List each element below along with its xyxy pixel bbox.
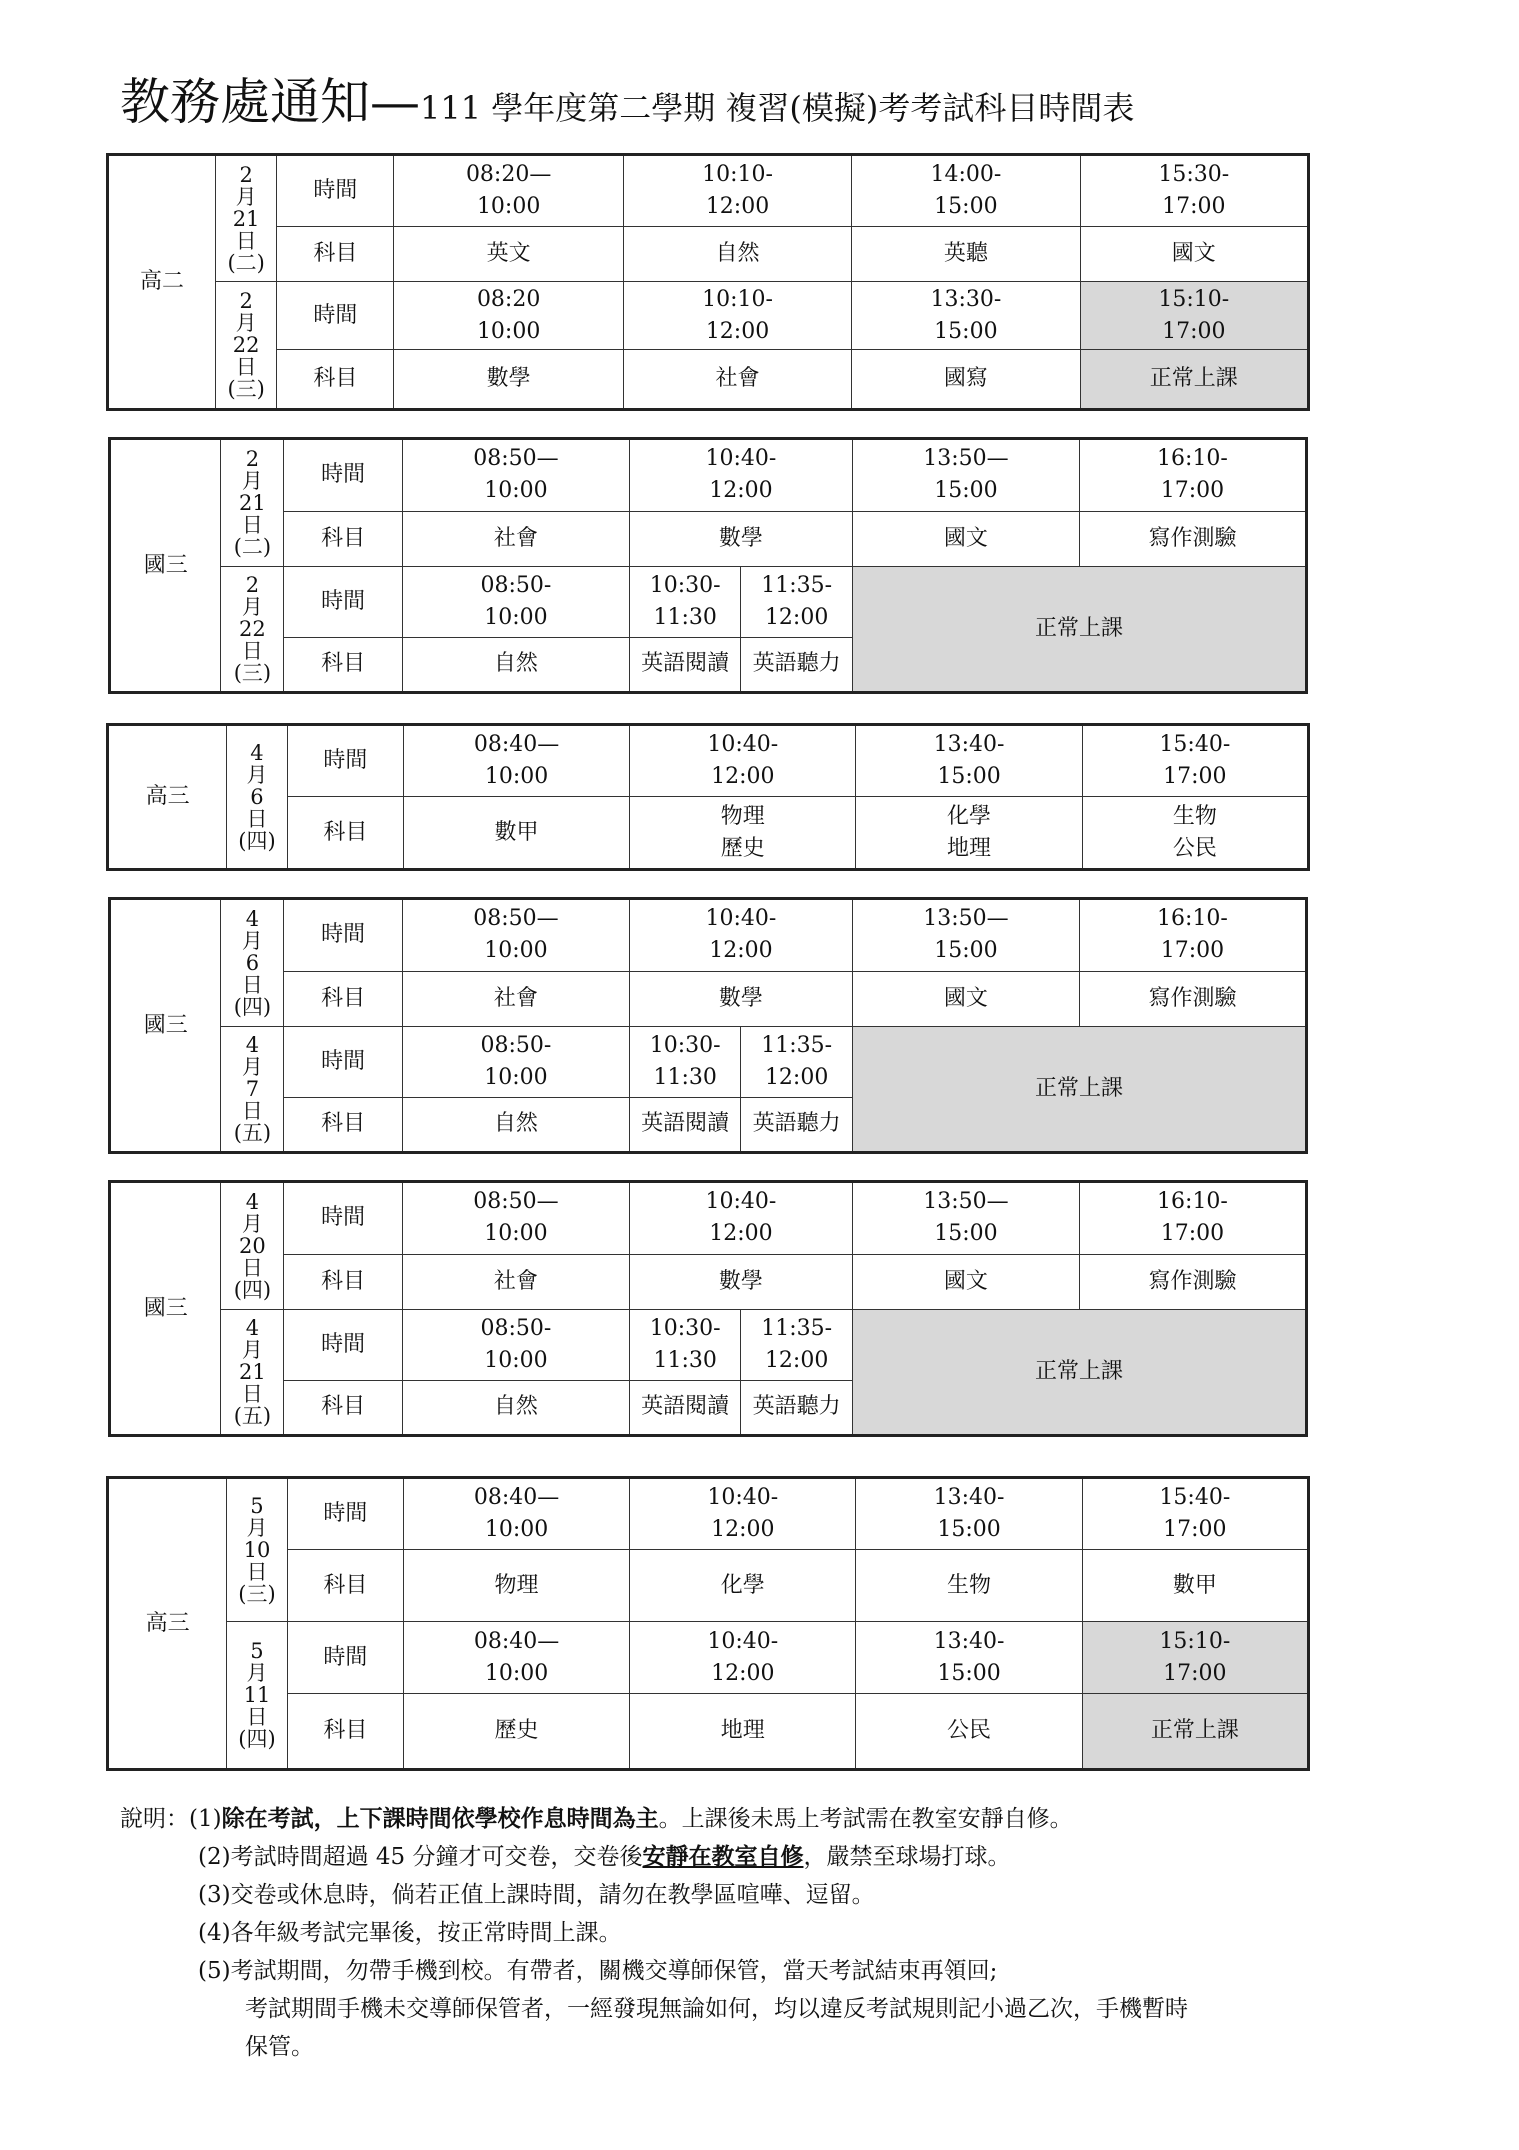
- time-cell: 10:40- 12:00: [629, 439, 852, 512]
- subject-label: 科目: [277, 350, 394, 410]
- schedule-block-5: [108, 1180, 1308, 1437]
- time-cell: 08:40— 10:00: [403, 1478, 629, 1550]
- grade-cell: 高三: [108, 725, 227, 870]
- time-cell: 10:40- 12:00: [629, 1182, 852, 1255]
- time-cell: 15:10- 17:00: [1080, 282, 1308, 350]
- note-4: (4)各年級考試完畢後，按正常時間上課。: [198, 1920, 622, 1946]
- subject-cell: 英語聽力: [741, 1097, 852, 1152]
- time-cell: 11:35- 12:00: [741, 1309, 852, 1380]
- subject-cell: 社會: [623, 350, 851, 410]
- normal-class-cell: 正常上課: [852, 1309, 1306, 1435]
- time-cell: 15:30- 17:00: [1080, 155, 1308, 227]
- subject-cell: 數學: [629, 971, 852, 1026]
- time-cell: 15:10- 17:00: [1082, 1622, 1308, 1694]
- time-cell: 08:50— 10:00: [402, 1182, 629, 1255]
- time-cell: 08:50- 10:00: [402, 566, 629, 637]
- subject-label: 科目: [287, 797, 403, 870]
- time-cell: 08:50- 10:00: [402, 1309, 629, 1380]
- time-cell: 08:40— 10:00: [403, 725, 629, 797]
- subject-cell: 化學 地理: [856, 797, 1082, 870]
- subject-cell: 社會: [402, 971, 629, 1026]
- time-cell: 08:50- 10:00: [402, 1026, 629, 1097]
- subject-cell: 英聽: [852, 227, 1080, 282]
- note-3: (3)交卷或休息時，倘若正值上課時間，請勿在教學區喧嘩、逗留。: [198, 1882, 875, 1908]
- subject-cell: 國寫: [852, 350, 1080, 410]
- time-cell: 13:50— 15:00: [852, 899, 1079, 972]
- subject-label: 科目: [284, 511, 403, 566]
- date-cell: 2 月 21 日 (二): [216, 155, 277, 282]
- subject-label: 科目: [277, 227, 394, 282]
- subject-cell: 社會: [402, 1254, 629, 1309]
- schedule-block-2: [108, 437, 1308, 694]
- time-label: 時間: [284, 566, 403, 637]
- subject-cell: 寫作測驗: [1079, 1254, 1306, 1309]
- subject-cell: 英語閱讀: [629, 637, 740, 692]
- subject-cell: 國文: [1080, 227, 1308, 282]
- time-cell: 11:35- 12:00: [741, 1026, 852, 1097]
- page-title: [120, 62, 1134, 134]
- time-cell: 10:40- 12:00: [630, 1622, 856, 1694]
- subject-label: 科目: [284, 1097, 403, 1152]
- title-main: 教務處通知—: [120, 73, 420, 131]
- subject-label: 科目: [284, 1380, 403, 1435]
- subject-cell: 英文: [394, 227, 623, 282]
- time-cell: 13:30- 15:00: [852, 282, 1080, 350]
- note-5: (5)考試期間，勿帶手機到校。有帶者，關機交導師保管，當天考試結束再領回;: [198, 1958, 998, 1984]
- time-label: 時間: [277, 282, 394, 350]
- time-cell: 10:40- 12:00: [629, 899, 852, 972]
- date-cell: 2 月 22 日 (三): [216, 282, 277, 410]
- subject-cell: 寫作測驗: [1079, 971, 1306, 1026]
- time-cell: 08:50— 10:00: [402, 439, 629, 512]
- subject-label: 科目: [284, 1254, 403, 1309]
- time-cell: 14:00- 15:00: [852, 155, 1080, 227]
- subject-cell: 數甲: [403, 797, 629, 870]
- date-cell: 4 月 21 日 (五): [221, 1309, 284, 1435]
- grade-cell: 高二: [108, 155, 216, 410]
- title-sub: 111 學年度第二學期 複習(模擬)考考試科目時間表: [420, 89, 1135, 127]
- time-label: 時間: [287, 725, 403, 797]
- subject-cell: 社會: [402, 511, 629, 566]
- note-1: 說明：(1)除在考試，上下課時間依學校作息時間為主。上課後未馬上考試需在教室安靜自修。: [120, 1805, 1073, 1832]
- time-cell: 10:40- 12:00: [630, 725, 856, 797]
- grade-cell: 國三: [110, 1182, 221, 1436]
- subject-cell: 國文: [852, 511, 1079, 566]
- normal-class-cell: 正常上課: [1080, 350, 1308, 410]
- time-cell: 16:10- 17:00: [1079, 1182, 1306, 1255]
- subject-cell: 英語閱讀: [629, 1097, 740, 1152]
- time-cell: 11:35- 12:00: [741, 566, 852, 637]
- subject-cell: 地理: [630, 1694, 856, 1770]
- time-label: 時間: [284, 899, 403, 972]
- subject-cell: 歷史: [403, 1694, 629, 1770]
- grade-cell: 國三: [110, 899, 221, 1153]
- time-cell: 15:40- 17:00: [1082, 1478, 1308, 1550]
- subject-cell: 數學: [394, 350, 623, 410]
- time-cell: 13:50— 15:00: [852, 439, 1079, 512]
- date-cell: 4 月 7 日 (五): [221, 1026, 284, 1152]
- notes-section: [120, 1800, 1188, 2066]
- subject-cell: 自然: [402, 1097, 629, 1152]
- subject-cell: 物理: [403, 1550, 629, 1622]
- note-5-end: 保管。: [245, 2034, 314, 2060]
- time-label: 時間: [284, 1309, 403, 1380]
- time-cell: 13:40- 15:00: [856, 1478, 1082, 1550]
- time-cell: 10:30- 11:30: [629, 1026, 740, 1097]
- subject-cell: 數學: [629, 1254, 852, 1309]
- note-5-continued: 考試期間手機未交導師保管者，一經發現無論如何，均以違反考試規則記小過乙次，手機暫時: [245, 1996, 1188, 2022]
- subject-cell: 英語聽力: [741, 1380, 852, 1435]
- subject-label: 科目: [287, 1550, 403, 1622]
- subject-cell: 自然: [402, 637, 629, 692]
- subject-cell: 數學: [629, 511, 852, 566]
- subject-cell: 生物: [856, 1550, 1082, 1622]
- subject-cell: 物理 歷史: [630, 797, 856, 870]
- time-label: 時間: [277, 155, 394, 227]
- time-label: 時間: [284, 1182, 403, 1255]
- subject-cell: 自然: [623, 227, 851, 282]
- time-cell: 10:40- 12:00: [630, 1478, 856, 1550]
- time-cell: 15:40- 17:00: [1082, 725, 1308, 797]
- subject-cell: 寫作測驗: [1079, 511, 1306, 566]
- time-cell: 16:10- 17:00: [1079, 899, 1306, 972]
- subject-cell: 自然: [402, 1380, 629, 1435]
- schedule-block-4: [108, 897, 1308, 1154]
- normal-class-cell: 正常上課: [852, 1026, 1306, 1152]
- schedule-block-1: [106, 153, 1310, 411]
- time-cell: 10:30- 11:30: [629, 1309, 740, 1380]
- schedule-block-6: [106, 1476, 1310, 1771]
- time-cell: 10:10- 12:00: [623, 282, 851, 350]
- date-cell: 5 月 10 日 (三): [227, 1478, 288, 1622]
- time-cell: 08:20 10:00: [394, 282, 623, 350]
- date-cell: 4 月 6 日 (四): [227, 725, 288, 870]
- time-cell: 10:30- 11:30: [629, 566, 740, 637]
- date-cell: 4 月 6 日 (四): [221, 899, 284, 1027]
- date-cell: 2 月 22 日 (三): [221, 566, 284, 692]
- time-label: 時間: [287, 1478, 403, 1550]
- date-cell: 5 月 11 日 (四): [227, 1622, 288, 1770]
- subject-cell: 英語閱讀: [629, 1380, 740, 1435]
- normal-class-cell: 正常上課: [1082, 1694, 1308, 1770]
- note-2: (2)考試時間超過 45 分鐘才可交卷，交卷後安靜在教室自修，嚴禁至球場打球。: [198, 1843, 1011, 1870]
- subject-cell: 化學: [630, 1550, 856, 1622]
- time-label: 時間: [287, 1622, 403, 1694]
- time-cell: 13:50— 15:00: [852, 1182, 1079, 1255]
- time-cell: 08:20— 10:00: [394, 155, 623, 227]
- schedule-block-3: [106, 723, 1310, 871]
- time-cell: 08:50— 10:00: [402, 899, 629, 972]
- time-cell: 16:10- 17:00: [1079, 439, 1306, 512]
- normal-class-cell: 正常上課: [852, 566, 1306, 692]
- subject-cell: 國文: [852, 971, 1079, 1026]
- grade-cell: 高三: [108, 1478, 227, 1770]
- subject-label: 科目: [284, 637, 403, 692]
- subject-cell: 數甲: [1082, 1550, 1308, 1622]
- time-cell: 10:10- 12:00: [623, 155, 851, 227]
- subject-cell: 公民: [856, 1694, 1082, 1770]
- date-cell: 4 月 20 日 (四): [221, 1182, 284, 1310]
- time-label: 時間: [284, 439, 403, 512]
- subject-cell: 國文: [852, 1254, 1079, 1309]
- time-cell: 13:40- 15:00: [856, 1622, 1082, 1694]
- subject-cell: 英語聽力: [741, 637, 852, 692]
- time-cell: 13:40- 15:00: [856, 725, 1082, 797]
- time-label: 時間: [284, 1026, 403, 1097]
- subject-label: 科目: [284, 971, 403, 1026]
- subject-cell: 生物 公民: [1082, 797, 1308, 870]
- time-cell: 08:40— 10:00: [403, 1622, 629, 1694]
- subject-label: 科目: [287, 1694, 403, 1770]
- date-cell: 2 月 21 日 (二): [221, 439, 284, 567]
- grade-cell: 國三: [110, 439, 221, 693]
